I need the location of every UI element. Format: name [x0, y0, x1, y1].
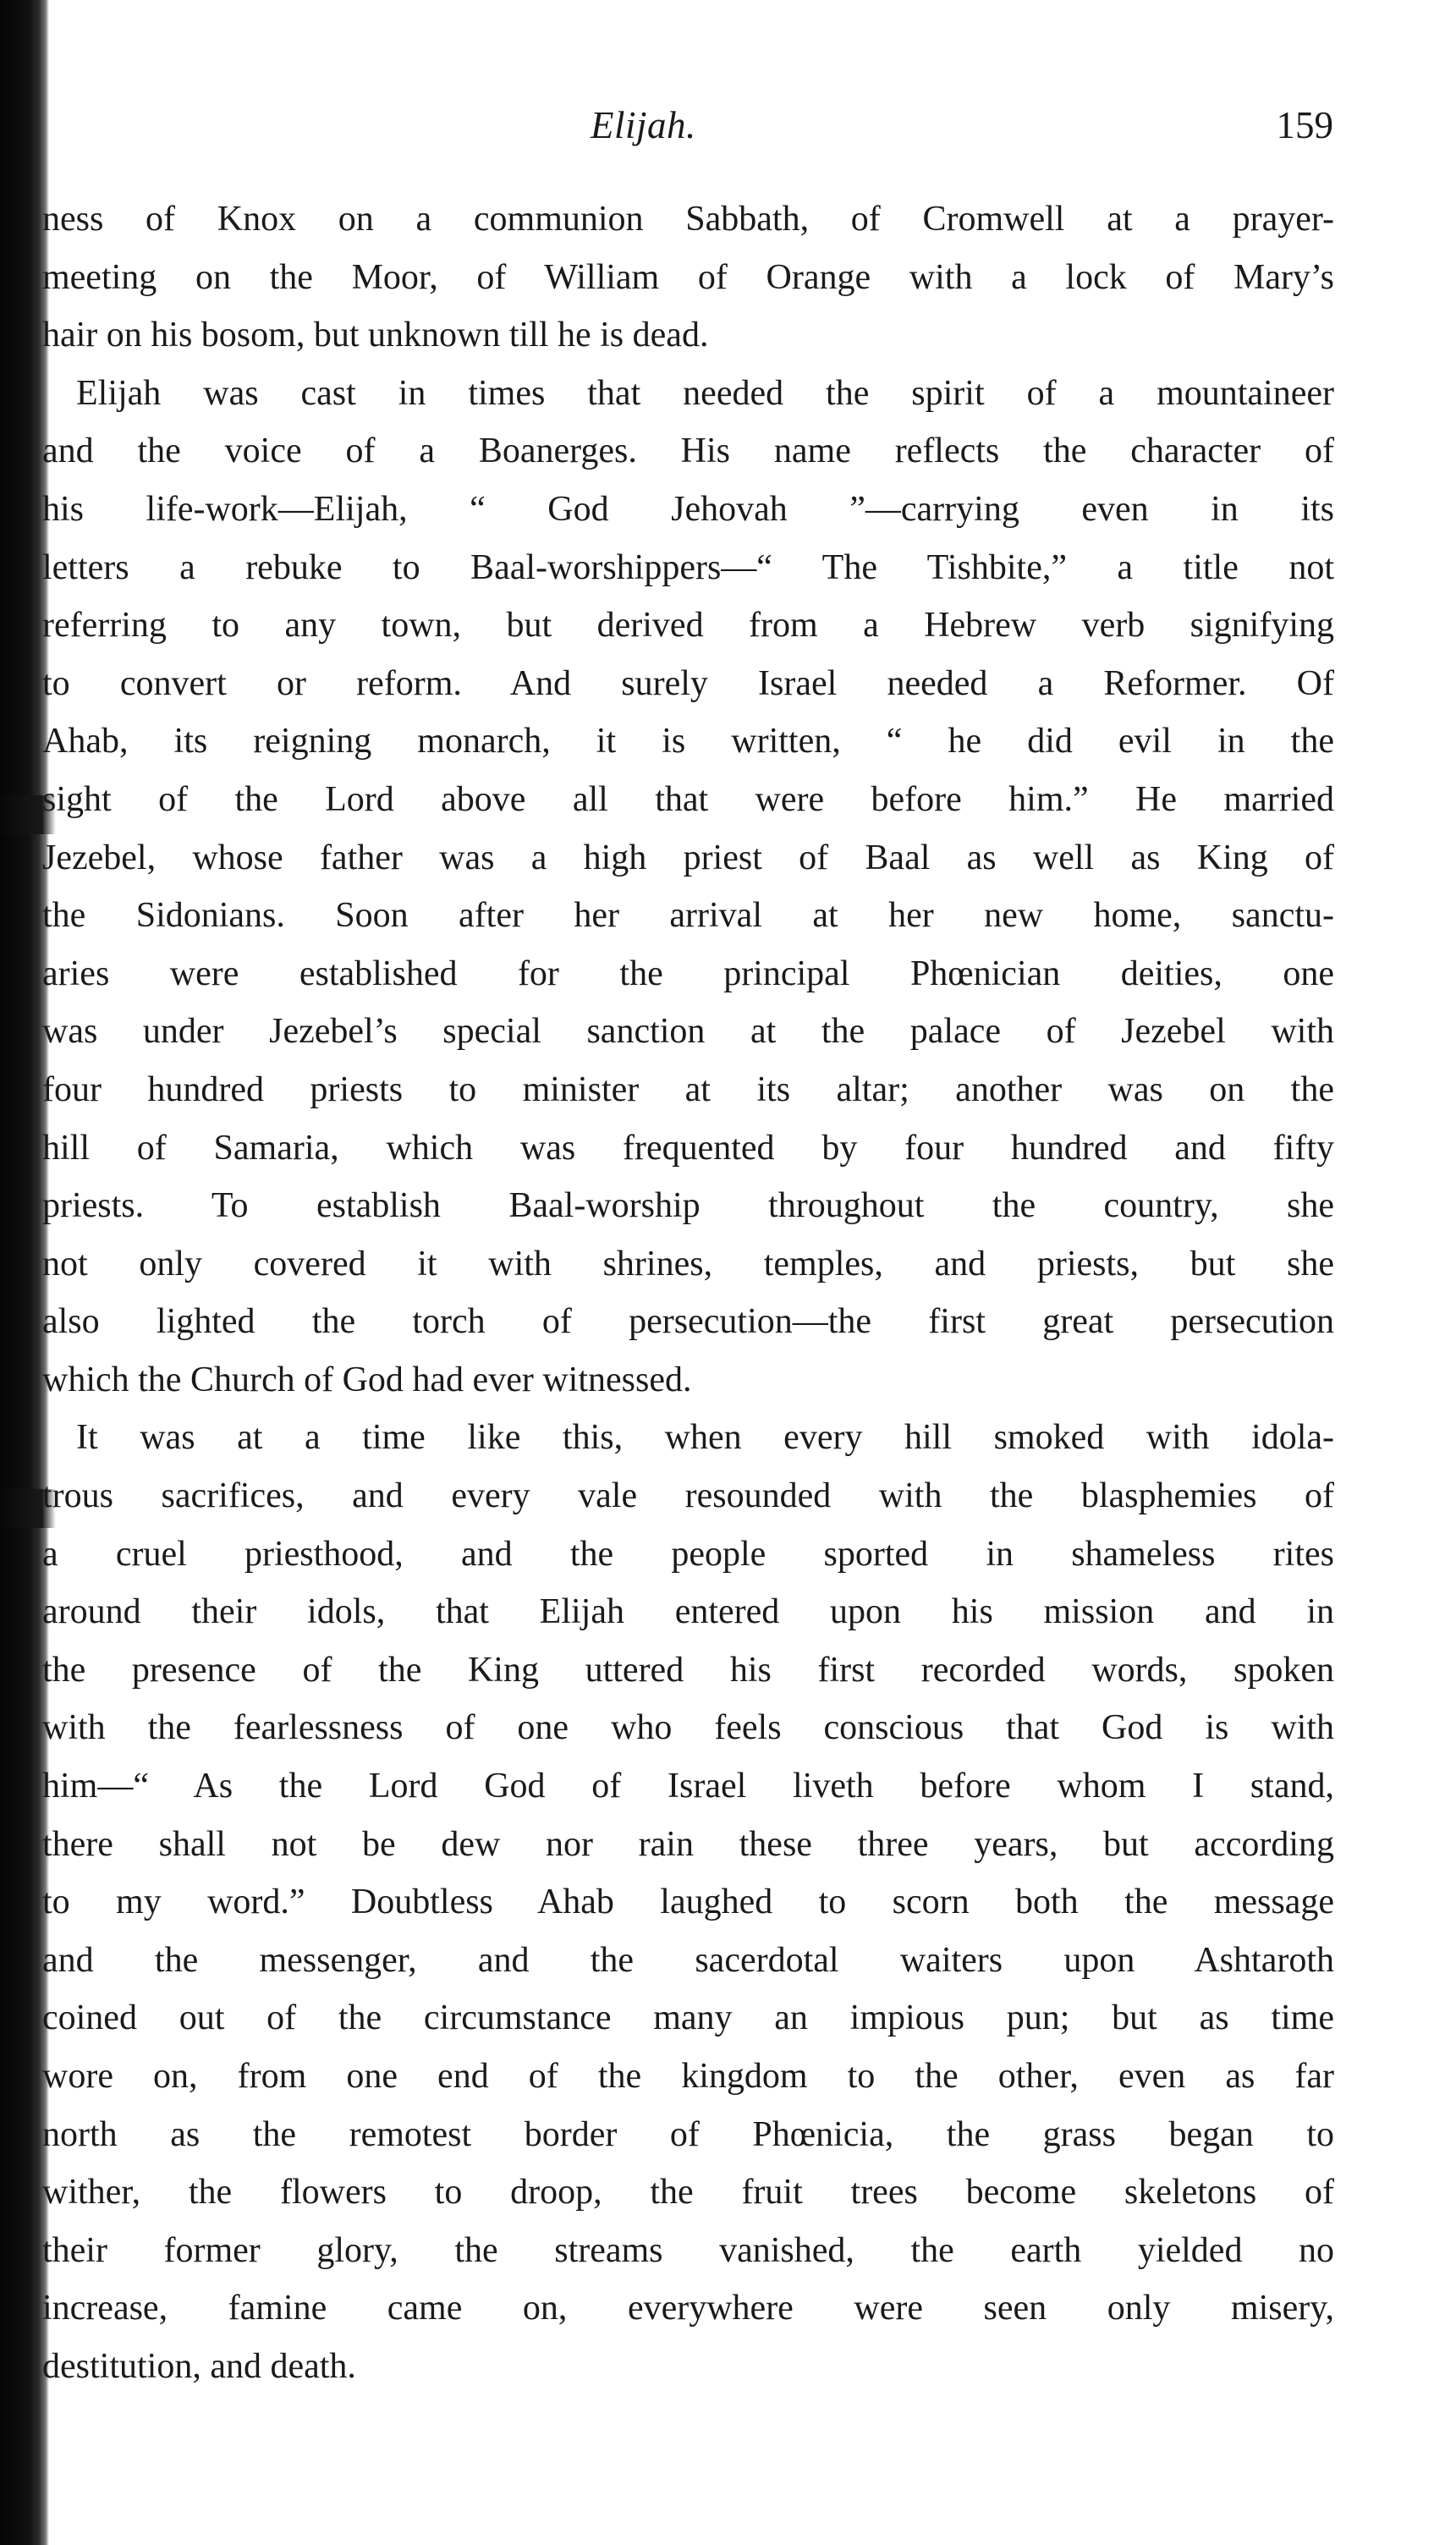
text-line: aries were established for the principal Phœnician deities, one [42, 954, 1334, 993]
text-line: ness of Knox on a communion Sabbath, of Cromwell at a prayer- [42, 200, 1334, 239]
text-line: wore on, from one end of the kingdom to the other, even as far [42, 2057, 1334, 2096]
text-line: priests. To establish Baal-worship throughout the country, she [42, 1186, 1334, 1226]
text-line: to my word.” Doubtless Ahab laughed to scorn both the message [42, 1883, 1334, 1922]
text-line: which the Church of God had ever witnessed. [42, 1360, 692, 1399]
text-line: four hundred priests to minister at its altar; another was on the [42, 1069, 1334, 1109]
text-line: trous sacrifices, and every vale resounded with the blasphemies of [42, 1476, 1334, 1516]
text-line: referring to any town, but derived from a Hebrew verb signifying [42, 606, 1334, 646]
page-header [49, 91, 1333, 159]
text-line: destitution, and death. [42, 2346, 356, 2386]
text-line: Ahab, its reigning monarch, it is written, “ he did evil in the [42, 722, 1334, 761]
text-line: sight of the Lord above all that were before him.” He married [42, 779, 1334, 819]
text-line: him—“ As the Lord God of Israel liveth before whom I stand, [42, 1767, 1334, 1806]
text-line: wither, the flowers to droop, the fruit trees become skeletons of [42, 2173, 1334, 2212]
running-title: Elijah. [591, 104, 696, 146]
text-line: hill of Samaria, which was frequented by four hundred and fifty [42, 1128, 1334, 1168]
text-line: and the voice of a Boanerges. His name reflects the character of [42, 431, 1334, 471]
text-line: Elijah was cast in times that needed the spirit of a mountaineer [76, 373, 1334, 413]
page-number: 159 [1276, 104, 1333, 146]
text-line: the Sidonians. Soon after her arrival at her new home, sanctu- [42, 896, 1334, 936]
text-line: It was at a time like this, when every hill smoked with idola- [76, 1418, 1334, 1458]
text-line: there shall not be dew nor rain these three years, but according [42, 1824, 1334, 1864]
text-line: with the fearlessness of one who feels conscious that God is with [42, 1708, 1334, 1748]
body-text [42, 190, 1334, 2396]
text-line: increase, famine came on, everywhere were seen only misery, [42, 2289, 1334, 2328]
text-line: coined out of the circumstance many an impious pun; but as time [42, 1998, 1334, 2038]
text-line: his life-work—Elijah, “ God Jehovah ”—carrying even in its [42, 489, 1334, 529]
text-line: not only covered it with shrines, temples, and priests, but she [42, 1244, 1334, 1283]
text-line: the presence of the King uttered his first recorded words, spoken [42, 1650, 1334, 1690]
text-line: letters a rebuke to Baal-worshippers—“ The Tishbite,” a title not [42, 547, 1334, 587]
text-line: meeting on the Moor, of William of Orange with a lock of Mary’s [42, 257, 1334, 297]
text-line: north as the remotest border of Phœnicia, the grass began to [42, 2114, 1334, 2154]
text-line: and the messenger, and the sacerdotal waiters upon Ashtaroth [42, 1940, 1334, 1980]
text-line: their former glory, the streams vanished, the earth yielded no [42, 2230, 1334, 2270]
text-line: hair on his bosom, but unknown till he is dead. [42, 316, 709, 355]
text-line: to convert or reform. And surely Israel needed a Reformer. Of [42, 663, 1334, 703]
text-line: also lighted the torch of persecution—the first great persecution [42, 1302, 1334, 1342]
text-line: Jezebel, whose father was a high priest of Baal as well as King of [42, 838, 1334, 877]
text-line: was under Jezebel’s special sanction at the palace of Jezebel with [42, 1012, 1334, 1052]
text-line: around their idols, that Elijah entered upon his mission and in [42, 1592, 1334, 1632]
text-line: a cruel priesthood, and the people sported in shameless rites [42, 1534, 1334, 1574]
